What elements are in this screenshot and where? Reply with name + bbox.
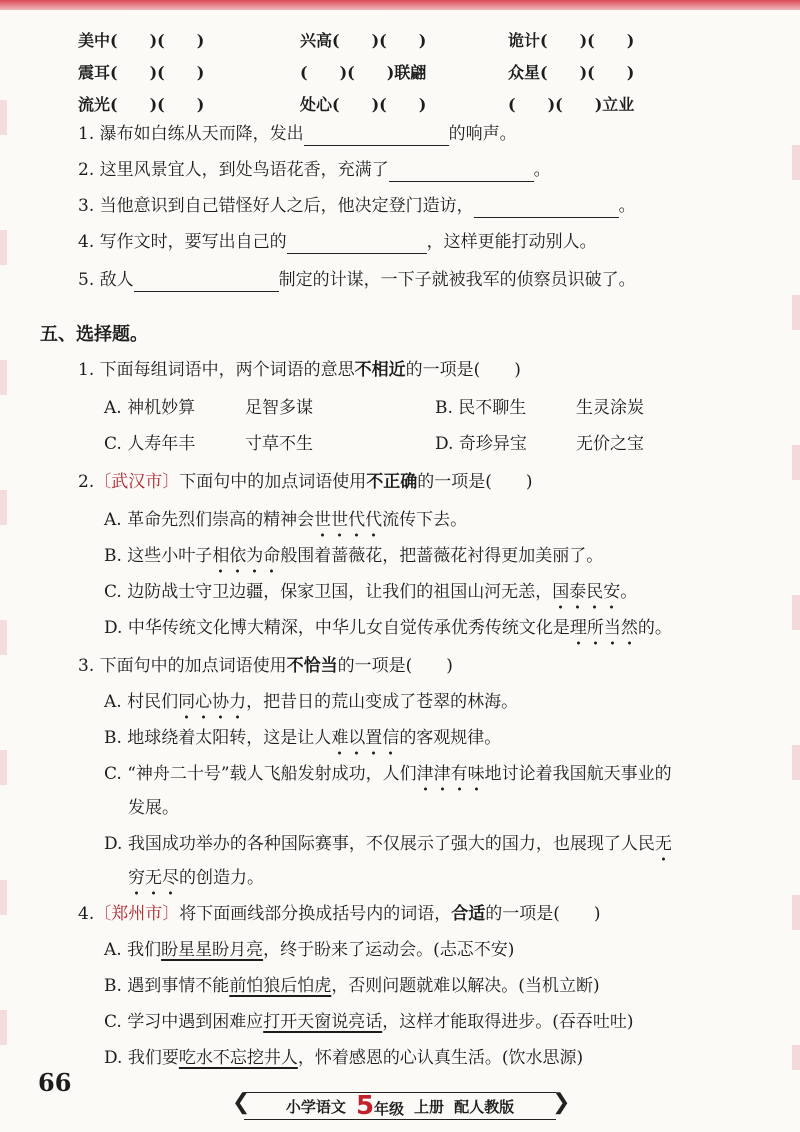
dotted-word: 理所当然 bbox=[569, 618, 638, 638]
question-4-stem: 4.〔郑州市〕将下面画线部分换成括号内的词语，合适的一项是( ) bbox=[78, 904, 601, 924]
dotted-word: 难以置信 bbox=[331, 728, 400, 748]
option-a[interactable]: A. 神机妙算 bbox=[104, 398, 196, 418]
idiom-blank: 众星( )( ) bbox=[508, 63, 635, 82]
option-a[interactable]: A. 我们盼星星盼月亮，终于盼来了运动会。(忐忑不安) bbox=[104, 940, 515, 960]
option-d-pair: 无价之宝 bbox=[576, 434, 644, 454]
fill-sentence-4: 4. 写作文时，要写出自己的 ，这样更能打动别人。 bbox=[78, 232, 597, 252]
question-3-stem: 3. 下面句中的加点词语使用不恰当的一项是( ) bbox=[78, 656, 453, 676]
idiom-blank: ( )( )联翩 bbox=[300, 63, 427, 82]
option-a-pair: 足智多谋 bbox=[245, 398, 313, 418]
dotted-word: 相依为命 bbox=[212, 546, 281, 566]
underlined-phrase: 打开天窗说亮话 bbox=[263, 1012, 383, 1032]
idiom-blank: 美中( )( ) bbox=[78, 31, 205, 50]
dotted-word: 同心协力 bbox=[178, 692, 247, 712]
left-page-edge bbox=[0, 60, 7, 1060]
region-tag: 〔郑州市〕 bbox=[94, 904, 180, 924]
dotted-word: 穷无尽 bbox=[128, 868, 179, 888]
section-title: 五、选择题。 bbox=[40, 324, 148, 345]
top-decor-band bbox=[0, 0, 800, 10]
option-d[interactable]: D. 中华传统文化博大精深，中华儿女自觉传承优秀传统文化是理所当然的。 bbox=[104, 618, 672, 638]
option-b[interactable]: B. 民不聊生 bbox=[435, 398, 527, 418]
idiom-blank: 流光( )( ) bbox=[78, 95, 205, 114]
option-d[interactable]: D. 我国成功举办的各种国际赛事，不仅展示了强大的国力，也展现了人民无 bbox=[104, 834, 672, 854]
option-a[interactable]: A. 革命先烈们崇高的精神会世世代代流传下去。 bbox=[104, 510, 468, 530]
option-c-continued: 发展。 bbox=[128, 798, 179, 818]
answer-blank[interactable] bbox=[389, 161, 534, 182]
option-d[interactable]: D. 奇珍异宝 bbox=[435, 434, 527, 454]
option-b[interactable]: B. 地球绕着太阳转，这是让人难以置信的客观规律。 bbox=[104, 728, 502, 748]
region-tag: 〔武汉市〕 bbox=[94, 472, 180, 492]
option-c[interactable]: C. 人寿年丰 bbox=[104, 434, 196, 454]
option-a[interactable]: A. 村民们同心协力，把昔日的荒山变成了苍翠的林海。 bbox=[104, 692, 519, 712]
option-d[interactable]: D. 我们要吃水不忘挖井人，怀着感恩的心认真生活。(饮水思源) bbox=[104, 1048, 584, 1068]
option-b[interactable]: B. 这些小叶子相依为命般围着蔷薇花，把蔷薇花衬得更加美丽了。 bbox=[104, 546, 604, 566]
answer-blank[interactable] bbox=[134, 271, 279, 292]
fill-sentence-2: 2. 这里风景宜人，到处鸟语花香，充满了 。 bbox=[78, 160, 551, 180]
grade-number: 5 bbox=[355, 1091, 375, 1121]
idiom-blank: 兴高( )( ) bbox=[300, 31, 427, 50]
chevron-right-icon: ❯ bbox=[552, 1090, 571, 1115]
option-c-pair: 寸草不生 bbox=[245, 434, 313, 454]
answer-blank[interactable] bbox=[474, 197, 619, 218]
dotted-word: 世世代代 bbox=[314, 510, 383, 530]
question-1-stem: 1. 下面每组词语中，两个词语的意思不相近的一项是( ) bbox=[78, 360, 521, 380]
option-c[interactable]: C. 边防战士守卫边疆，保家卫国，让我们的祖国山河无恙，国泰民安。 bbox=[104, 582, 638, 602]
option-c[interactable]: C. 学习中遇到困难应打开天窗说亮话，这样才能取得进步。(吞吞吐吐) bbox=[104, 1012, 634, 1032]
idiom-blank: 诡计( )( ) bbox=[508, 31, 635, 50]
idiom-blank: 处心( )( ) bbox=[300, 95, 427, 114]
page-number: 66 bbox=[38, 1068, 72, 1097]
fill-sentence-5: 5. 敌人 制定的计谋，一下子就被我军的侦察员识破了。 bbox=[78, 270, 636, 290]
option-b[interactable]: B. 遇到事情不能前怕狼后怕虎，否则问题就难以解决。(当机立断) bbox=[104, 976, 600, 996]
idiom-blank: ( )( )立业 bbox=[508, 95, 635, 114]
footer-banner: 小学语文 5年级 上册 配人教版 bbox=[244, 1092, 556, 1120]
answer-blank[interactable] bbox=[304, 125, 449, 146]
answer-blank[interactable] bbox=[287, 233, 427, 254]
dotted-word: 津津有味 bbox=[416, 764, 485, 784]
question-2-stem: 2.〔武汉市〕下面句中的加点词语使用不正确的一项是( ) bbox=[78, 472, 533, 492]
chevron-left-icon: ❮ bbox=[232, 1090, 251, 1115]
option-b-pair: 生灵涂炭 bbox=[576, 398, 644, 418]
underlined-phrase: 盼星星盼月亮 bbox=[161, 940, 264, 960]
underlined-phrase: 前怕狼后怕虎 bbox=[229, 976, 332, 996]
option-d-continued: 穷无尽的创造力。 bbox=[128, 868, 264, 888]
right-page-edge bbox=[792, 90, 800, 1070]
dotted-word: 无 bbox=[654, 834, 672, 854]
idiom-blank: 震耳( )( ) bbox=[78, 63, 205, 82]
underlined-phrase: 吃水不忘挖井人 bbox=[178, 1048, 298, 1068]
dotted-word: 国泰民安 bbox=[552, 582, 621, 602]
fill-sentence-1: 1. 瀑布如白练从天而降，发出 的响声。 bbox=[78, 124, 517, 144]
fill-sentence-3: 3. 当他意识到自己错怪好人之后，他决定登门造访， 。 bbox=[78, 196, 636, 216]
option-c[interactable]: C. “神舟二十号”载人飞船发射成功，人们津津有味地讨论着我国航天事业的 bbox=[104, 764, 672, 784]
